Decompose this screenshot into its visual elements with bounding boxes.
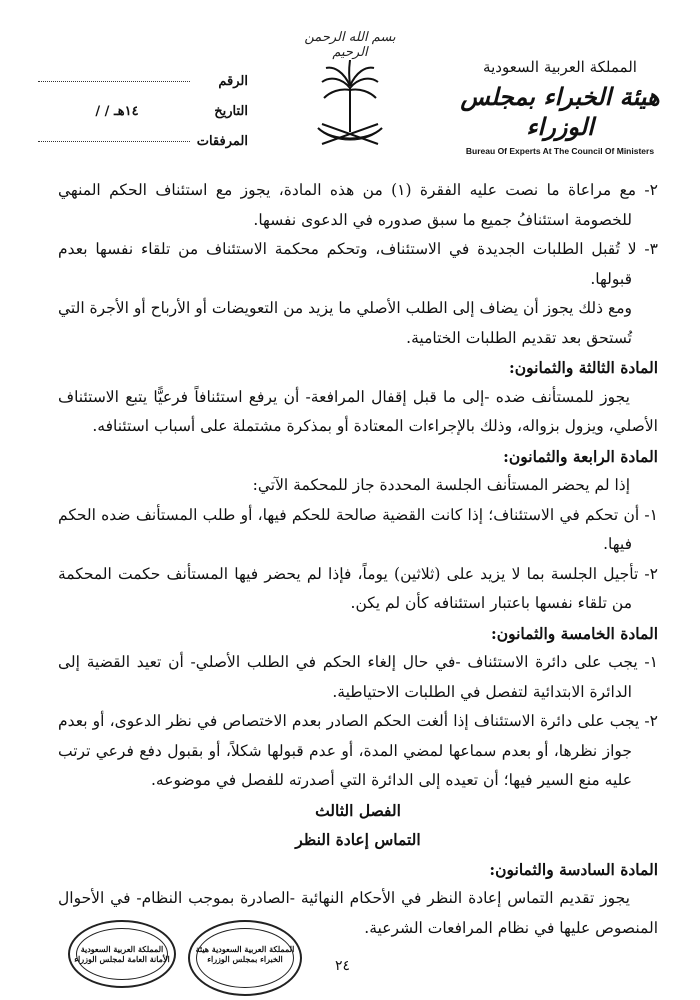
article-85-title: المادة الخامسة والثمانون: (490, 623, 658, 643)
letterhead (460, 58, 660, 156)
seal-right-text: المملكة العربية السعودية هيئة الخبراء بمجلس الوزراء (195, 944, 295, 964)
basmala: بسم الله الرحمن الرحيم (304, 30, 396, 60)
date-row (38, 96, 248, 126)
article-84-title: المادة الرابعة والثمانون: (503, 446, 658, 466)
article-85-item-1: ١- يجب على دائرة الاستئناف -في حال إلغاء الحكم في الطلب الأصلي- أن تعيد القضية إلى الدائرة الابتدائية لتفصل في الطلبات الاحتياطية. (58, 653, 658, 701)
paragraph-item-3: ٣- لا تُقبل الطلبات الجديدة في الاستئناف، وتحكم محكمة الاستئناف من تلقاء نفسها بعدم قبولها. (58, 240, 658, 288)
paragraph-item-2: ٢- مع مراعاة ما نصت عليه الفقرة (١) من هذه المادة، يجوز مع استئناف الحكم المنهي للخصومة استئنافُ جميع ما سبق صدوره في الدعوى نفسها. (58, 181, 658, 229)
article-83-title: المادة الثالثة والثمانون: (509, 358, 658, 377)
paragraph-item-3-cont: ومع ذلك يجوز أن يضاف إلى الطلب الأصلي ما يزيد من التعويضات أو الأرباح أو الأجرة التي تُستحق بعد تقديم الطلبات الختامية. (58, 299, 632, 347)
article-85-item-2: ٢- يجب على دائرة الاستئناف إذا ألغت الحكم الصادر بعدم الاختصاص في نظر الدعوى، أو بعدم جواز نظرها، أو بعدم سماعها لمضي المدة، أو عدم قبولها شكلاً، أو بقبول دفع فرعي ترتب عليه منع السير فيها؛ أن تعيده إلى الدائرة التي أصدرته للفصل في موضوعه. (58, 712, 658, 789)
attachments-row (38, 126, 248, 156)
article-83-text: يجوز للمستأنف ضده -إلى ما قبل إقفال المرافعة- أن يرفع استئنافاً فرعيًّا يتبع الاستئناف الأصلي، ويزول بزواله، وذلك بالإجراءات المعتادة أو بمذكرة مشتملة على أسباب استئنافه. (58, 387, 658, 435)
chapter-heading: الفصل الثالث (315, 800, 401, 820)
document-body (58, 176, 658, 943)
article-86-title: المادة السادسة والثمانون: (489, 859, 658, 879)
article-84-item-2: ٢- تأجيل الجلسة بما لا يزيد على (ثلاثين) يوماً، فإذا لم يحضر فيها المستأنف حكمت المحكمة من تلقاء نفسها باعتبار استئنافه كأن لم يكن. (58, 564, 658, 612)
official-seal-left (68, 920, 176, 988)
article-84-intro: إذا لم يحضر المستأنف الجلسة المحددة جاز للمحكمة الآتي: (252, 476, 630, 494)
chapter-title: التماس إعادة النظر (295, 830, 421, 849)
kingdom-name: المملكة العربية السعودية (483, 58, 637, 76)
page-number: ٢٤ (335, 958, 351, 974)
seal-left-text: المملكة العربية السعودية الأمانة العامة لمجلس الوزراء (74, 944, 170, 964)
article-86-text: يجوز تقديم التماس إعادة النظر في الأحكام النهائية -الصادرة بموجب النظام- في الأحوال المنصوص عليها في نظام المرافعات الشرعية. (58, 889, 658, 937)
attachments-label: المرفقات (196, 133, 248, 149)
attachments-line (38, 140, 190, 142)
ref-label: الرقم (218, 73, 248, 89)
reference-fields (38, 66, 248, 156)
saudi-emblem-icon (312, 58, 388, 150)
official-seal-right (188, 920, 302, 996)
date-label: التاريخ (214, 103, 248, 119)
date-value: / / ١٤هـ (95, 103, 139, 119)
bureau-name-en: Bureau Of Experts At The Council Of Ministers (465, 146, 655, 156)
ref-line (38, 80, 190, 82)
ref-row (38, 66, 248, 96)
article-84-item-1: ١- أن تحكم في الاستئناف؛ إذا كانت القضية صالحة للحكم فيها، أو طلب المستأنف ضده الحكم فيها. (58, 505, 658, 553)
bureau-name-ar: هيئة الخبراء بمجلس الوزراء (460, 82, 660, 141)
